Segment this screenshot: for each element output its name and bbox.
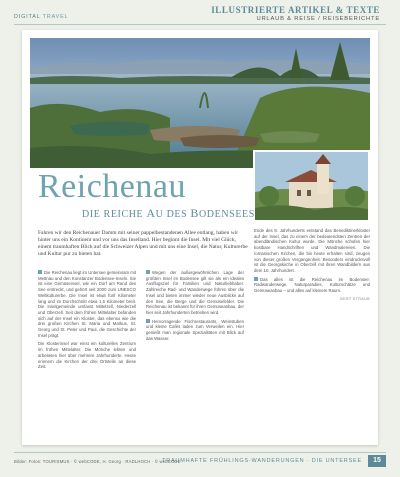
paragraph: Das alles ist die Reichenau im Bodensee: Radwanderwege, Naturparadies, Kulturschätze und Gemüseanbau – und alles auf kleinem Raum. bbox=[254, 276, 370, 294]
header-divider bbox=[14, 24, 386, 25]
bullet-icon bbox=[146, 319, 150, 323]
page-number: 15 bbox=[368, 455, 386, 467]
paragraph: Wegen der außergewöhnlichen Lage der größten Insel im Bodensee gilt sie als ein ideales Ausflugsziel für Familien und Naturliebhaber. Zahlreiche Rad- und Wanderwege führen über die Insel und bieten immer wieder neue Ausblicke auf den See, die Berge und die Gemüsefelder. Die Reichenau ist bekannt für ihren Gemüseanbau, der hier seit Jahrhunderten betrieben wird. bbox=[146, 270, 244, 315]
text-column-1 bbox=[38, 270, 136, 373]
subcategory-heading: URLAUB & REISE / REISEBERICHTE bbox=[256, 16, 380, 22]
church-photo bbox=[253, 150, 370, 222]
footer-tagline: TRAUMHAFTE FRÜHLINGS-WANDERUNGEN · DIE UNTERSEE bbox=[162, 458, 362, 464]
bullet-icon bbox=[146, 270, 150, 274]
article-card bbox=[22, 30, 378, 445]
text-column-2 bbox=[146, 270, 244, 344]
paragraph: Hervorragende Fischrestaurants, Weinstuben und kleine Cafés laden zum Verweilen ein. Hier genießt man regionale Spezialitäten mit Blick auf das Wasser. bbox=[146, 318, 244, 341]
photo-credits: Bilder: Fotos: TOURISMUS · © webCODE, H. Georg · RADLHOCH · © webCODE bbox=[14, 459, 181, 464]
hero-photo bbox=[30, 38, 370, 168]
section-label: DIGITAL TRAVEL bbox=[14, 14, 69, 20]
paragraph: Die Klosterinsel war einst ein kulturelles Zentrum im frühen Mittelalter. Die Mönche lebten und arbeiteten hier über mehrere Jahrhunderte. Heute erinnern die Kirchen der drei Ortsteile an diese Zeit. bbox=[38, 341, 136, 370]
article-lead: Fahren wir den Reichenauer Damm mit seiner pappelbestandenen Allee entlang, haben wir hinter uns ein Kontinent und vor uns das Inselland. Hier beginnt die Insel. Mit viel Glück, einem traumhaften Blick auf die Schweizer Alpen und mit uns eine Insel, die Natur, Kulturerbe und Kultur pur zu bieten hat. bbox=[38, 230, 248, 257]
footer-divider bbox=[14, 452, 386, 453]
author-credit: BERT STRAUB bbox=[340, 296, 370, 301]
article-subtitle: DIE REICHE AU DES BODENSEES bbox=[82, 206, 255, 220]
bullet-icon bbox=[254, 277, 258, 281]
paragraph: Ende des 8. Jahrhunderts entstand das Benediktinerkloster auf der Insel, das zu einem der bedeutendsten Zentren der abendländischen Kultur wurde. Die Mönche schufen hier kostbare Handschriften und Wandmalereien. Die romanischen Kirchen, die bis heute erhalten sind, zeugen von dieser großen Vergangenheit. Besonders eindrucksvoll ist die Georgskirche in Oberzell mit ihren Wandbildern aus dem 10. Jahrhundert. bbox=[254, 228, 370, 273]
category-heading: ILLUSTRIERTE ARTIKEL & TEXTE bbox=[211, 5, 380, 15]
paragraph: Die Reichenau liegt im Untersee gemeinsam mit Mettnau und den Konstanzer Bodensee-Inseln. Sie ist eine Gemüseinsel, wie ein Dorf am Rand des See erstreckt, und gehört seit 2000 zum UNESCO Weltkulturerbe. Die Insel ist etwa fünf Kilometer lang und im Durchschnitt etwa 1,5 Kilometer breit. Die Inselgemeinde umfasst Mittelzell, Niederzell und Oberzell. Seit dem frühen Mittelalter befanden sich auf der Insel ein Kloster, das ebenso wie die drei großen Kirchen St. Maria und Markus, St. Georg und St. Peter und Paul, die Geschichte der Insel prägt. bbox=[38, 270, 136, 338]
bullet-icon bbox=[38, 270, 42, 274]
text-column-3 bbox=[254, 228, 370, 305]
article-title: Reichenau bbox=[38, 168, 186, 205]
